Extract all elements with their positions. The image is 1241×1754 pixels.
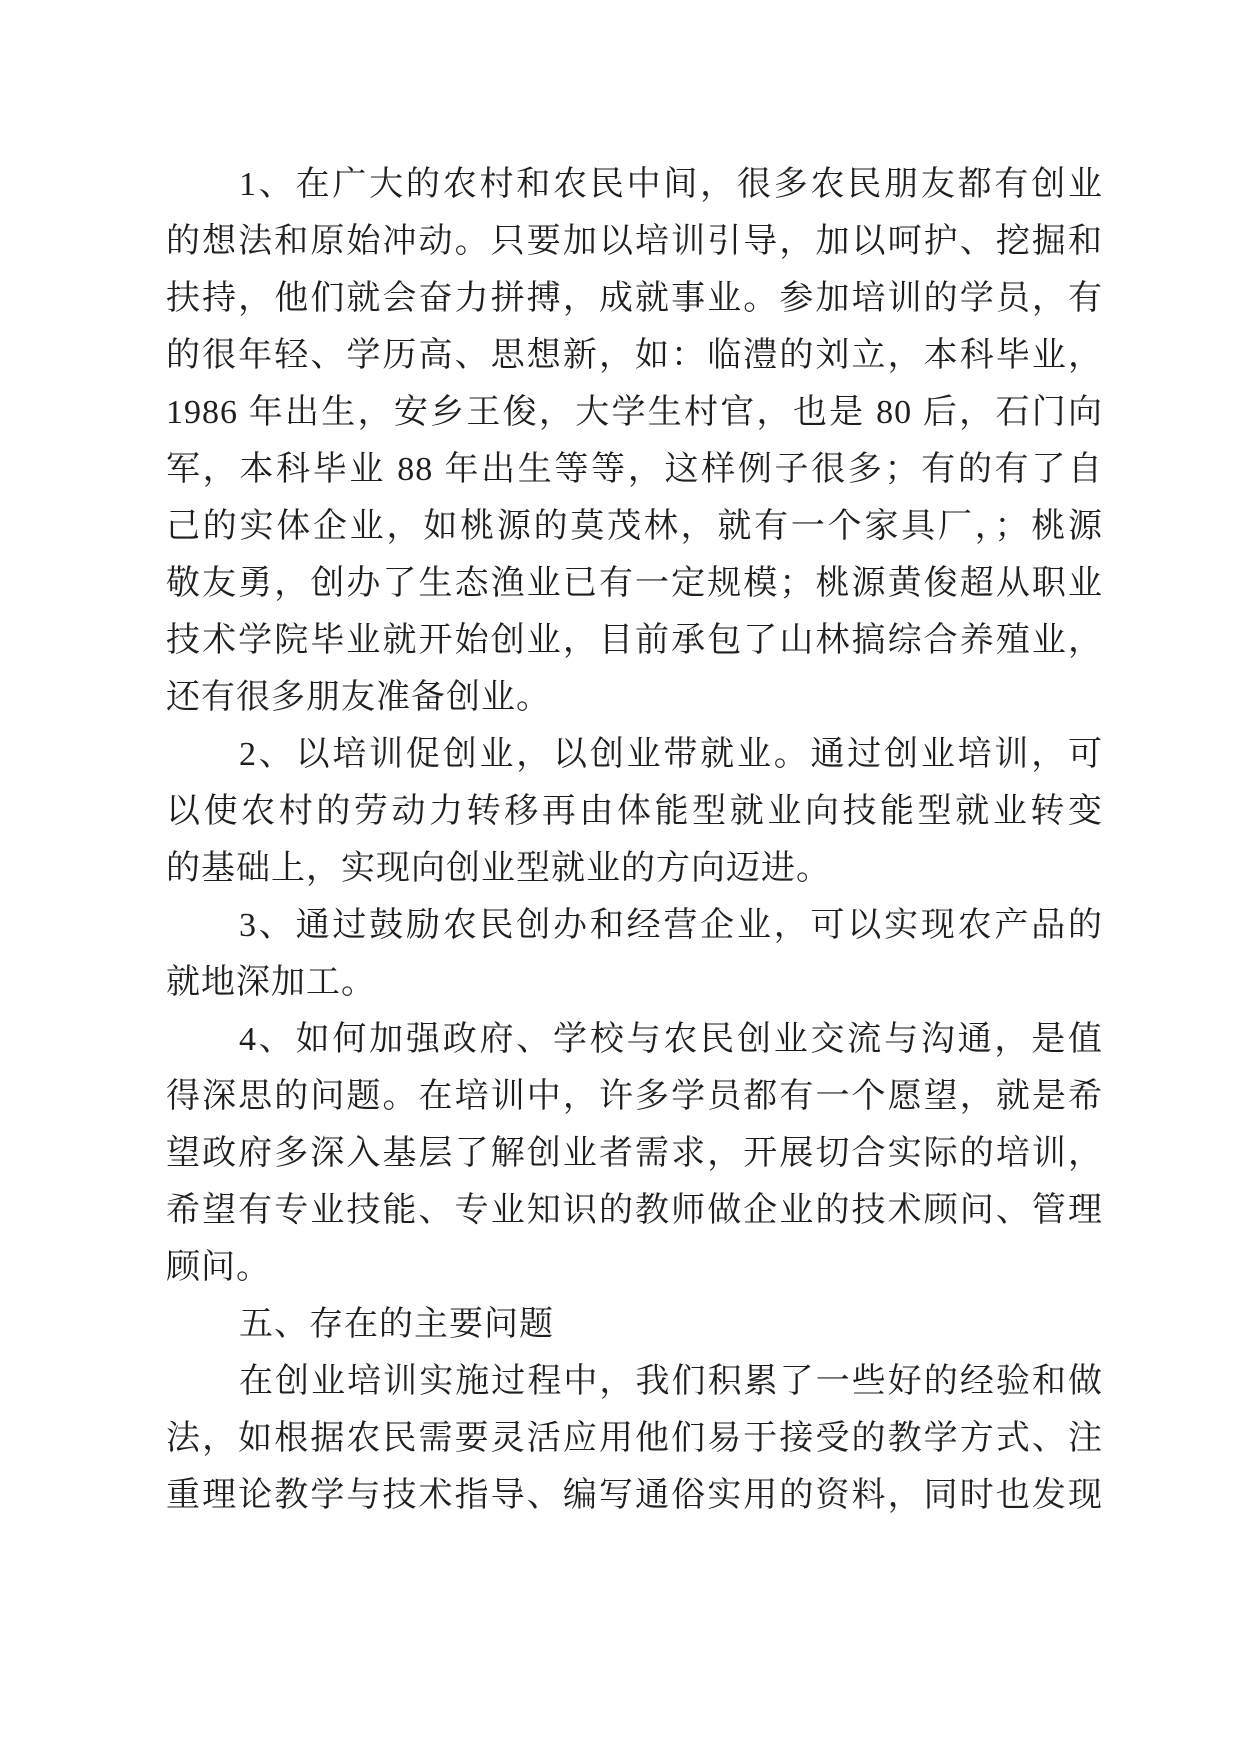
text-line: 的基础上，实现向创业型就业的方向迈进。 [166,850,831,887]
text-line: 法，如根据农民需要灵活应用他们易于接受的教学方式、注 [166,1420,1103,1457]
text-line: 重理论教学与技术指导、编写通俗实用的资料，同时也发现 [166,1477,1103,1514]
text-line: 希望有专业技能、专业知识的教师做企业的技术顾问、管理 [166,1192,1103,1229]
text-line: 4、如何加强政府、学校与农民创业交流与沟通，是值 [239,1021,1103,1058]
section-heading-text: 五、存在的主要问题 [239,1306,554,1343]
text-line: 扶持，他们就会奋力拼搏，成就事业。参加培训的学员，有 [166,280,1103,317]
text-line: 的想法和原始冲动。只要加以培训引导，加以呵护、挖掘和 [166,223,1103,260]
text-line: 望政府多深入基层了解创业者需求，开展切合实际的培训， [166,1135,1103,1172]
text-line: 顾问。 [166,1249,271,1286]
text-line: 得深思的问题。在培训中，许多学员都有一个愿望，就是希 [166,1078,1103,1115]
text-line: 敬友勇，创办了生态渔业已有一定规模；桃源黄俊超从职业 [166,565,1103,602]
text-line: 在创业培训实施过程中，我们积累了一些好的经验和做 [239,1363,1103,1400]
text-line: 还有很多朋友准备创业。 [166,679,551,716]
text-line: 1、在广大的农村和农民中间，很多农民朋友都有创业 [239,166,1103,203]
paragraph-3 [166,897,1103,1011]
text-line: 3、通过鼓励农民创办和经营企业，可以实现农产品的 [239,907,1103,944]
paragraph-2 [166,726,1103,897]
paragraph-4 [166,1011,1103,1296]
text-line: 就地深加工。 [166,964,376,1001]
text-line: 2、以培训促创业，以创业带就业。通过创业培训，可 [239,736,1103,773]
section-heading [166,1296,1103,1353]
paragraph-5 [166,1353,1103,1524]
text-line: 军，本科毕业 88 年出生等等，这样例子很多；有的有了自 [166,451,1103,488]
text-line: 以使农村的劳动力转移再由体能型就业向技能型就业转变 [166,793,1103,830]
text-line: 己的实体企业，如桃源的莫茂林，就有一个家具厂，；桃源 [166,508,1103,545]
paragraph-1 [166,156,1103,726]
text-line: 技术学院毕业就开始创业，目前承包了山林搞综合养殖业， [166,622,1103,659]
text-line: 1986 年出生，安乡王俊，大学生村官，也是 80 后，石门向 [166,394,1103,431]
text-line: 的很年轻、学历高、思想新，如：临澧的刘立，本科毕业， [166,337,1103,374]
